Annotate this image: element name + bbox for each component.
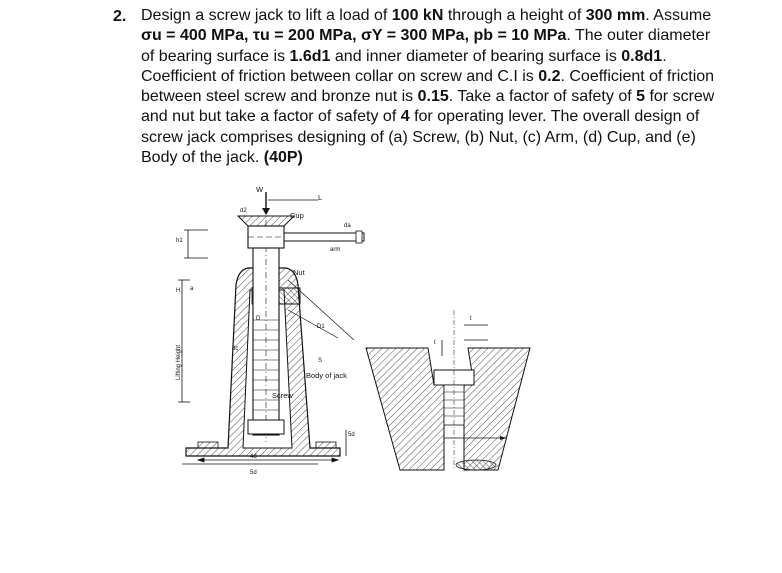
q-seg-bold: 0.8d1 [621, 47, 663, 65]
q-seg: for operating lever. The overall design of screw jack comprises designing of (a) Screw, (b) Nut, (c) Arm, (d) Cup, and (e) Body of the jack. [141, 108, 700, 167]
q-seg: . Coefficient of friction between collar on screw and C.I is [141, 47, 667, 85]
label-nut: Nut [293, 268, 305, 277]
question-number: 2. [113, 8, 127, 25]
label-a: a [190, 286, 194, 292]
lifting-height-dim [178, 230, 208, 402]
label-collar: D [256, 316, 261, 322]
q-seg: . Assume [645, 7, 712, 24]
label-arm-dia: da [344, 223, 351, 229]
label-body-dia: D1 [317, 324, 325, 330]
q-seg: for screw and nut but take a factor of safety of [141, 88, 715, 126]
label-body: Body of jack [306, 371, 347, 380]
label-arm: arm [330, 247, 341, 253]
label-screw-core: dc [232, 346, 239, 352]
q-seg: . Take a factor of safety of [448, 88, 637, 106]
screw [248, 220, 284, 442]
q-seg-bold: 100 kN [391, 7, 444, 24]
q-seg-bold: 4 [400, 108, 410, 126]
screw-jack-figure [168, 180, 548, 485]
label-detail-dim: t [434, 340, 436, 346]
label-lever-length: L [318, 193, 323, 202]
q-seg: through a height of [443, 7, 586, 24]
label-body-wall: S [318, 358, 323, 364]
label-thread-t: t [470, 316, 472, 322]
label-cup: Cup [290, 211, 304, 220]
label-h: H [176, 288, 181, 294]
q-seg-bold: σu = 400 MPa, τu = 200 MPa, σY = 300 MPa, pb = 10 MPa [141, 27, 567, 45]
q-seg-bold: 5 [636, 88, 646, 106]
q-seg-bold: (40P) [263, 149, 303, 167]
label-base-outer: 5d [250, 470, 257, 476]
label-base-inner: 4d [250, 454, 257, 460]
q-seg-bold: 300 mm [585, 7, 646, 24]
label-lifting-height: Lifting Height [176, 344, 182, 380]
label-load: W [256, 185, 264, 194]
q-seg: Design a screw jack to lift a load of [141, 7, 392, 24]
q-seg-bold: 0.15 [417, 88, 449, 106]
detail-view [366, 310, 530, 470]
cup [238, 216, 364, 248]
q-seg: and inner diameter of bearing surface is [330, 47, 622, 65]
label-h1: h1 [176, 238, 183, 244]
q-seg: . The outer diameter of bearing surface is [141, 27, 711, 65]
question-text [141, 6, 721, 168]
q-seg: . Coefficient of friction between steel screw and bronze nut is [141, 67, 715, 106]
label-cup-dia: d2 [240, 208, 247, 214]
q-seg-bold: 0.2 [538, 67, 561, 85]
label-base-thickness: 5d [348, 432, 355, 438]
label-screw: Screw [272, 391, 293, 400]
screw-jack-drawing [168, 180, 548, 485]
q-seg-bold: 1.6d1 [289, 47, 331, 65]
